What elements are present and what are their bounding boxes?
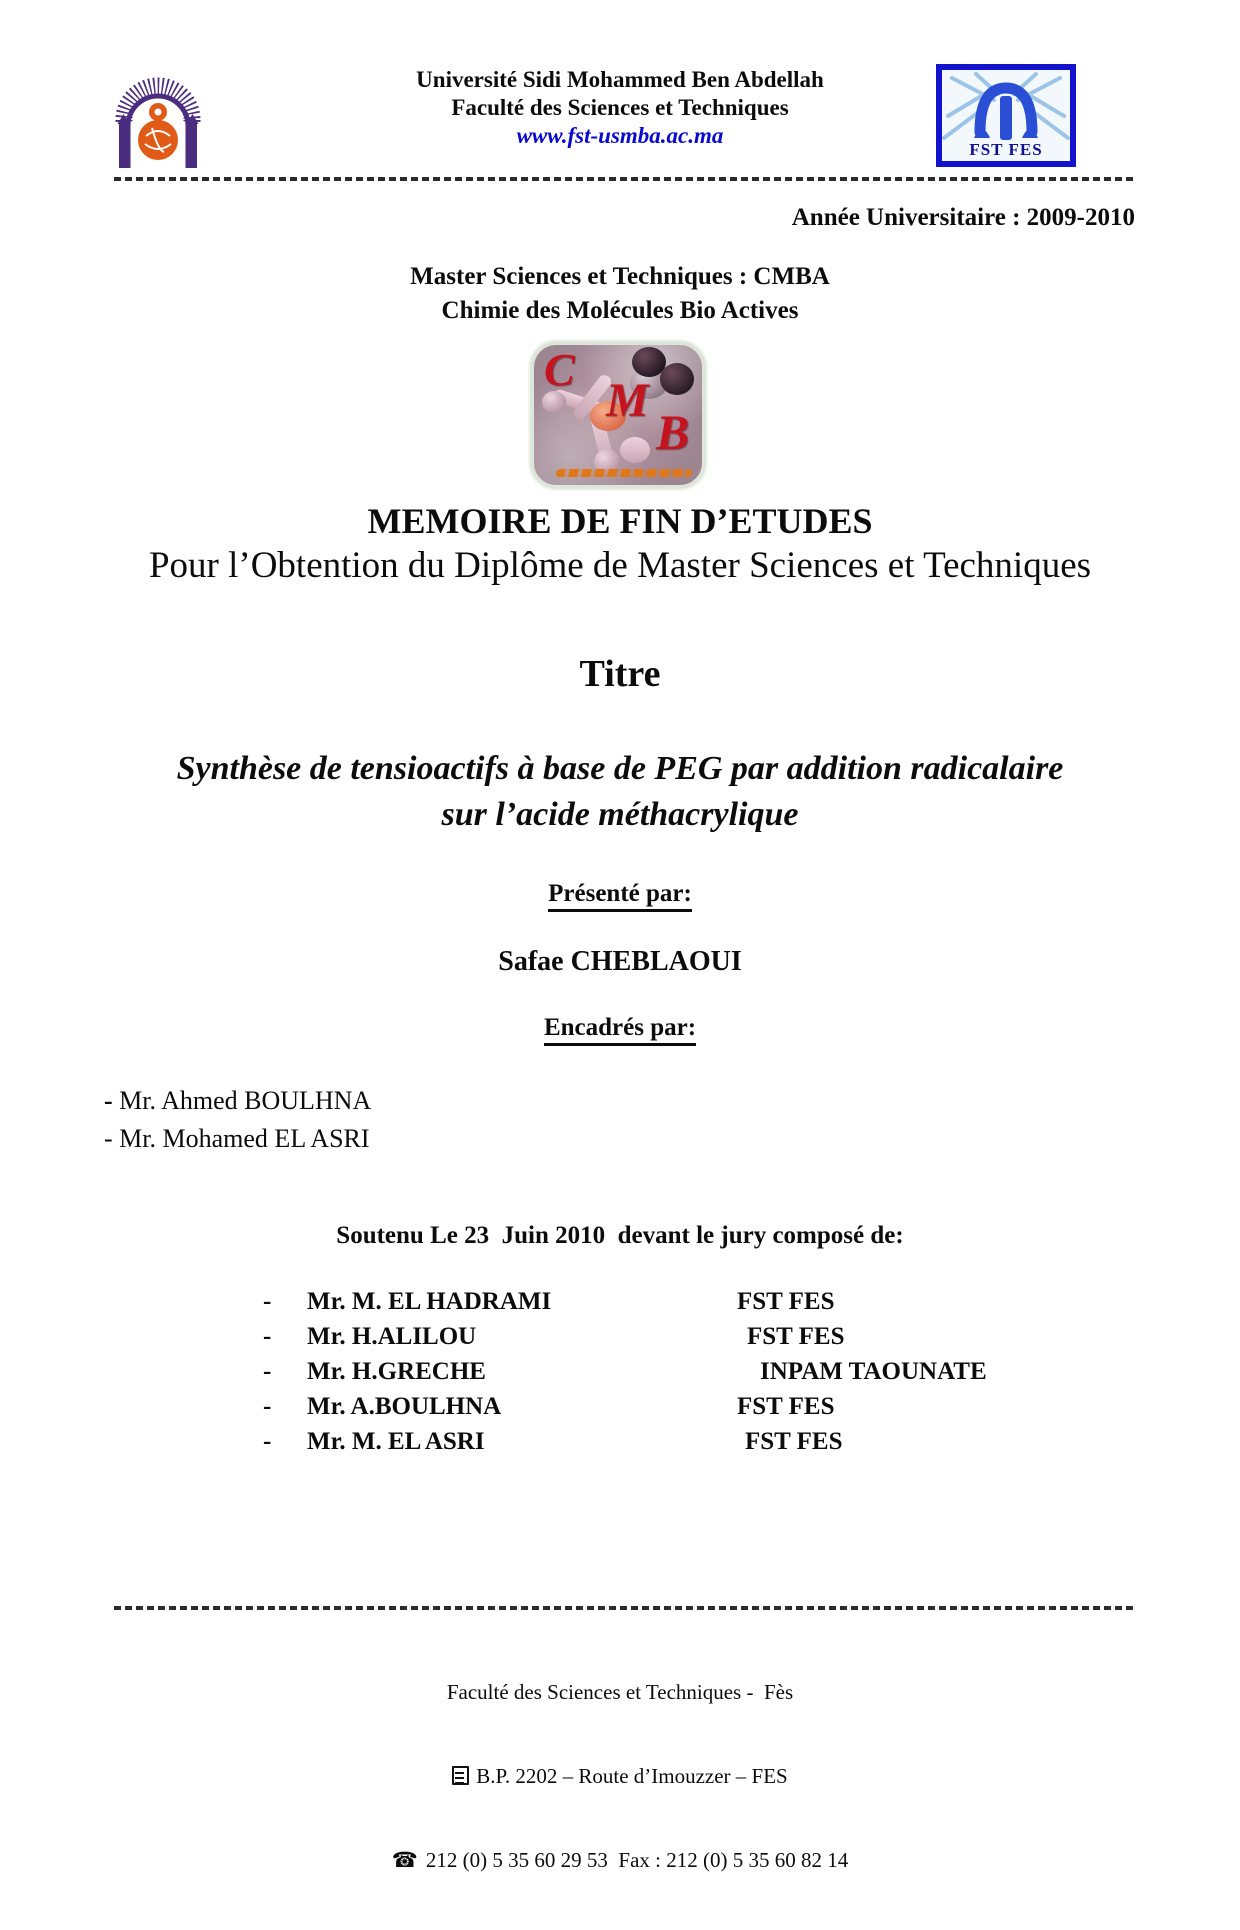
phone-icon: ☎: [391, 1848, 418, 1872]
jury-member-affiliation: FST FES: [747, 1323, 845, 1350]
presented-by-heading: [0, 880, 1240, 908]
presented-by-label: Présenté par:: [548, 880, 692, 912]
footer-address-text: B.P. 2202 – Route d’Imouzzer – FES: [476, 1764, 788, 1788]
footer-phone-text: 212 (0) 5 35 60 29 53 Fax : 212 (0) 5 35 60 82 14: [425, 1848, 849, 1872]
university-name: Université Sidi Mohammed Ben Abdellah: [416, 67, 824, 92]
cmb-letter-b: B: [656, 404, 690, 460]
list-dash: -: [104, 1124, 113, 1153]
list-dash: -: [104, 1086, 113, 1115]
supervisor-item: [104, 1120, 371, 1158]
jury-member-name: Mr. H.GRECHE: [307, 1358, 486, 1385]
header-separator: [114, 177, 1136, 181]
cmb-letter-m: M: [606, 374, 649, 427]
jury-list: [0, 1288, 1240, 1463]
jury-row: [0, 1323, 1240, 1358]
program-line-1: Master Sciences et Techniques : CMBA: [410, 263, 830, 290]
footer-address-line: [0, 1762, 1240, 1790]
supervisor-name: Mr. Mohamed EL ASRI: [112, 1124, 370, 1153]
faculty-name: Faculté des Sciences et Techniques: [451, 95, 789, 120]
author-name: Safae CHEBLAOUI: [498, 946, 742, 977]
footer-faculty-line: Faculté des Sciences et Techniques - Fès: [446, 1680, 794, 1704]
supervisor-item: [104, 1082, 371, 1120]
cmb-script-decoration: [555, 469, 693, 477]
jury-member-name: Mr. M. EL HADRAMI: [307, 1288, 552, 1315]
title-label: Titre: [579, 653, 661, 695]
fst-fes-logo: [936, 64, 1076, 167]
jury-row: [0, 1288, 1240, 1323]
jury-row: [0, 1428, 1240, 1463]
jury-row: [0, 1393, 1240, 1428]
defense-statement: Soutenu Le 23 Juin 2010 devant le jury composé de:: [336, 1222, 904, 1249]
footer-phone-line: [0, 1846, 1240, 1874]
cmb-letter-c: C: [544, 344, 575, 395]
molecule-bond-icon: [620, 437, 650, 463]
jury-member-affiliation: FST FES: [737, 1288, 835, 1315]
molecule-sphere-icon: [660, 363, 694, 395]
list-dash: -: [263, 1393, 272, 1420]
supervisor-name: Mr. Ahmed BOULHNA: [112, 1086, 372, 1115]
supervised-by-label: Encadrés par:: [544, 1014, 696, 1046]
list-dash: -: [263, 1323, 272, 1350]
memoire-title: MEMOIRE DE FIN D’ETUDES: [367, 501, 873, 541]
supervisors-list: [104, 1082, 371, 1158]
thesis-title-line-2: sur l’acide méthacrylique: [441, 796, 799, 833]
supervised-by-heading: [0, 1014, 1240, 1042]
jury-member-name: Mr. M. EL ASRI: [307, 1428, 485, 1455]
jury-member-affiliation: INPAM TAOUNATE: [760, 1358, 987, 1385]
list-dash: -: [263, 1428, 272, 1455]
jury-row: [0, 1358, 1240, 1393]
program-line-2: Chimie des Molécules Bio Actives: [441, 297, 799, 324]
jury-member-affiliation: FST FES: [745, 1428, 843, 1455]
list-dash: -: [263, 1358, 272, 1385]
thesis-title-line-1: Synthèse de tensioactifs à base de PEG par addition radicalaire: [176, 750, 1064, 787]
jury-member-affiliation: FST FES: [737, 1393, 835, 1420]
website-link[interactable]: www.fst-usmba.ac.ma: [516, 123, 724, 148]
jury-member-name: Mr. H.ALILOU: [307, 1323, 477, 1350]
cmb-program-logo: [530, 341, 706, 489]
list-dash: -: [263, 1288, 272, 1315]
footer-separator: [114, 1606, 1136, 1610]
fst-fes-logo-label: FST FES: [969, 140, 1043, 159]
memoire-subtitle: Pour l’Obtention du Diplôme de Master Sciences et Techniques: [148, 545, 1092, 586]
jury-member-name: Mr. A.BOULHNA: [307, 1393, 502, 1420]
mail-icon: [452, 1766, 469, 1785]
footer-block: [0, 1622, 1240, 1930]
program-block: [0, 260, 1240, 328]
academic-year: Année Universitaire : 2009-2010: [791, 204, 1135, 231]
